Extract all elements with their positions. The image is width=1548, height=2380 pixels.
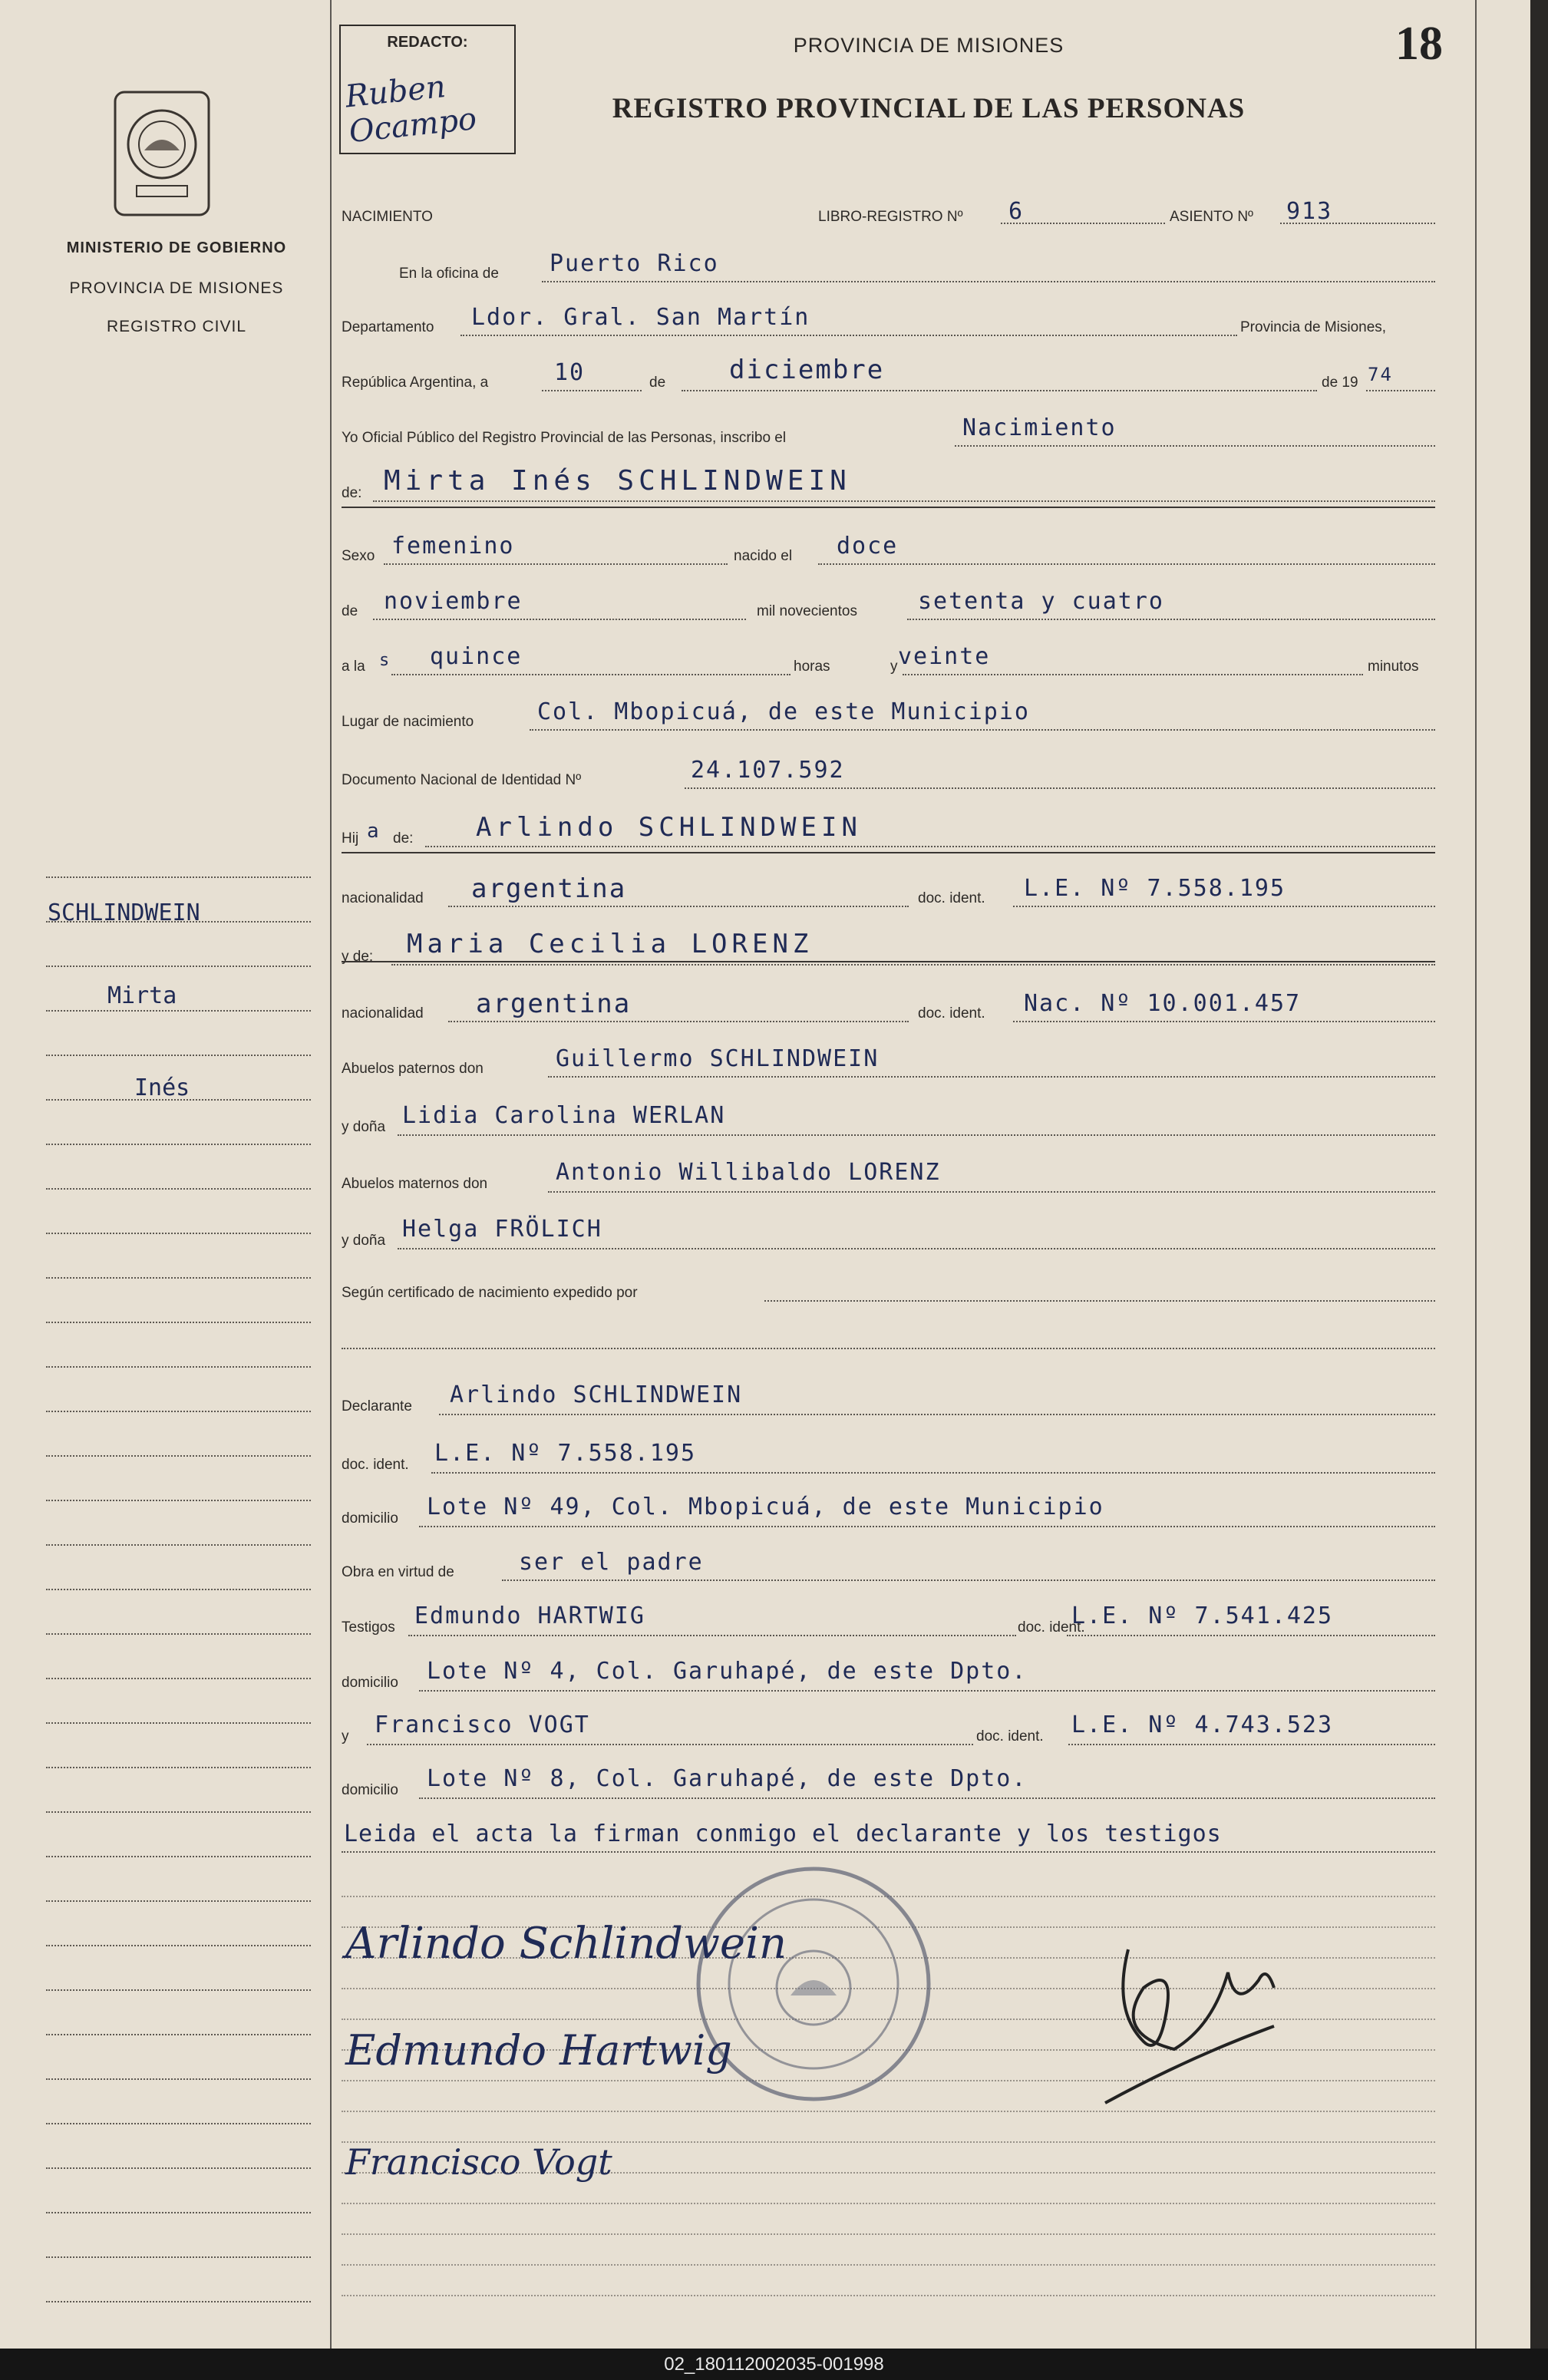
testigo2-value: Francisco VOGT	[375, 1712, 590, 1738]
y2-label: y	[342, 1728, 349, 1745]
madre-doc: Nac. Nº 10.001.457	[1024, 990, 1302, 1017]
dotted-line	[542, 390, 642, 391]
margin-line	[46, 2123, 311, 2124]
horas-value: quince	[430, 643, 523, 670]
padre-value: Arlindo SCHLINDWEIN	[476, 812, 862, 843]
republica-label: República Argentina, a	[342, 375, 489, 391]
dotted-line	[342, 1348, 1435, 1349]
dni-label: Documento Nacional de Identidad Nº	[342, 772, 582, 788]
dotted-line	[685, 787, 1435, 789]
madre-value: Maria Cecilia LORENZ	[407, 929, 814, 959]
mes-value: diciembre	[729, 355, 885, 385]
dotted-line	[425, 846, 1435, 847]
oficina-label: En la oficina de	[399, 266, 499, 282]
docident-label: doc. ident.	[918, 890, 985, 906]
dotted-line	[682, 390, 1317, 391]
margin-name1: Mirta	[107, 982, 177, 1009]
declarante-value: Arlindo SCHLINDWEIN	[450, 1381, 743, 1408]
ministry-label: MINISTERIO DE GOBIERNO	[66, 239, 287, 256]
redacto-label: REDACTO:	[387, 34, 468, 51]
dni-value: 24.107.592	[691, 757, 845, 784]
abpat2-value: Lidia Carolina WERLAN	[402, 1102, 726, 1129]
province-label: PROVINCIA DE MISIONES	[69, 279, 284, 297]
anio-value: 74	[1368, 364, 1393, 385]
abmat-label: Abuelos maternos don	[342, 1176, 488, 1192]
docident-label-3: doc. ident.	[342, 1457, 409, 1473]
segun-label: Según certificado de nacimiento expedido por	[342, 1285, 638, 1301]
abmat-value: Antonio Willibaldo LORENZ	[556, 1159, 941, 1186]
dotted-line	[903, 674, 1363, 675]
de-label: de	[649, 375, 666, 391]
dotted-line	[391, 674, 791, 675]
margin-line	[46, 966, 311, 967]
separator-line	[342, 507, 1435, 508]
margin-line	[46, 1233, 311, 1234]
domicilio-label-2: domicilio	[342, 1675, 398, 1691]
dotted-line	[502, 1580, 1435, 1581]
libro-value: 6	[1008, 198, 1025, 225]
testigo1-doc: L.E. Nº 7.541.425	[1071, 1603, 1334, 1629]
signature-rule	[342, 2295, 1435, 2296]
dotted-line	[1001, 223, 1165, 224]
docident-label-5: doc. ident.	[976, 1728, 1044, 1745]
margin-line	[46, 1900, 311, 1902]
dotted-line	[342, 1851, 1435, 1853]
dia-value: 10	[554, 359, 586, 386]
redacto-signature: Ruben Ocampo	[343, 68, 479, 150]
obra-label: Obra en virtud de	[342, 1564, 454, 1580]
margin-line	[46, 1055, 311, 1056]
departamento-label: Departamento	[342, 319, 434, 335]
lugar-label: Lugar de nacimiento	[342, 714, 474, 730]
signature-rule	[342, 2264, 1435, 2266]
signature-testigo1: Edmundo Hartwig	[345, 2026, 732, 2075]
docident-label-2: doc. ident.	[918, 1005, 985, 1022]
signature-testigo2: Francisco Vogt	[345, 2141, 612, 2183]
page-number: 18	[1395, 18, 1443, 70]
testigo1-dom: Lote Nº 4, Col. Garuhapé, de este Dpto.	[427, 1658, 1028, 1685]
separator-line	[342, 852, 1435, 853]
redacto-box	[339, 25, 516, 154]
abmat2-value: Helga FRÖLICH	[402, 1216, 602, 1243]
dotted-line	[384, 563, 728, 565]
margin-line	[46, 2078, 311, 2080]
margin-line	[46, 1722, 311, 1724]
mil-label: mil novecientos	[757, 603, 857, 619]
margin-line	[46, 876, 311, 878]
nacido-value: doce	[837, 533, 899, 560]
margin-line	[46, 1277, 311, 1279]
margin-line	[46, 2167, 311, 2169]
docident-label-4: doc. ident.	[1018, 1619, 1085, 1636]
margin-line	[46, 1633, 311, 1635]
dotted-line	[1013, 906, 1435, 907]
margin-line	[46, 1144, 311, 1145]
margin-line	[46, 1188, 311, 1190]
dotted-line	[818, 563, 1435, 565]
testigos-label: Testigos	[342, 1619, 395, 1636]
padre-nac: argentina	[471, 873, 627, 904]
dona-label: y doña	[342, 1119, 386, 1135]
official-signature-icon	[1097, 1919, 1297, 2111]
testigo2-doc: L.E. Nº 4.743.523	[1071, 1712, 1334, 1738]
margin-line	[46, 1767, 311, 1768]
dotted-line	[530, 729, 1435, 731]
nacido-label: nacido el	[734, 548, 793, 564]
hij-label: Hij	[342, 830, 359, 847]
dotted-line	[391, 964, 1435, 966]
minutos-label: minutos	[1368, 659, 1419, 675]
margin-line	[46, 2034, 311, 2035]
document-id: 02_180112002035-001998	[0, 2349, 1548, 2380]
margin-divider	[330, 0, 332, 2349]
mes-nac-value: noviembre	[384, 588, 523, 615]
margin-line	[46, 1010, 311, 1012]
margin-surname: SCHLINDWEIN	[48, 900, 200, 926]
registry-title: REGISTRO PROVINCIAL DE LAS PERSONAS	[612, 93, 1246, 124]
sexo-value: femenino	[391, 533, 515, 560]
asiento-value: 913	[1286, 198, 1333, 225]
dotted-line	[548, 1191, 1435, 1193]
dotted-line	[1366, 390, 1435, 391]
margin-line	[46, 2212, 311, 2213]
dotted-line	[431, 1472, 1435, 1474]
declarante-label: Declarante	[342, 1398, 412, 1414]
signature-rule	[342, 2233, 1435, 2235]
oficial-value: Nacimiento	[962, 414, 1117, 441]
margin-line	[46, 1366, 311, 1368]
signature-rule	[342, 2111, 1435, 2112]
leida-value: Leida el acta la firman conmigo el declarante y los testigos	[344, 1820, 1222, 1847]
margin-line	[46, 1544, 311, 1546]
margin-line	[46, 1322, 311, 1323]
dotted-line	[373, 500, 1435, 502]
margin-line	[46, 1989, 311, 1991]
signature-declarante: Arlindo Schlindwein	[345, 1919, 787, 1969]
de4-label: de:	[393, 830, 414, 847]
dotted-line	[1067, 1635, 1435, 1636]
anio-nac-value: setenta y cuatro	[918, 588, 1164, 615]
domicilio-label: domicilio	[342, 1510, 398, 1527]
provincial-seal-icon	[114, 91, 210, 216]
dotted-line	[1013, 1021, 1435, 1022]
sexo-label: Sexo	[342, 548, 375, 564]
dotted-line	[419, 1526, 1435, 1527]
provincia-label: Provincia de Misiones,	[1240, 319, 1387, 335]
page-edge	[1530, 0, 1548, 2349]
dotted-line	[1068, 1744, 1435, 1745]
lugar-value: Col. Mbopicuá, de este Municipio	[537, 698, 1030, 725]
dotted-line	[448, 1021, 909, 1022]
margin-line	[46, 1856, 311, 1857]
abpat-value: Guillermo SCHLINDWEIN	[556, 1045, 880, 1072]
dotted-line	[439, 1414, 1435, 1415]
margin-line	[46, 2301, 311, 2302]
alas-label: a la	[342, 659, 365, 675]
nac-label: nacionalidad	[342, 890, 424, 906]
dotted-line	[955, 445, 1435, 447]
asiento-label: ASIENTO Nº	[1170, 209, 1253, 225]
domicilio-label-3: domicilio	[342, 1782, 398, 1798]
registry-label: REGISTRO CIVIL	[106, 318, 247, 335]
yde-label: y de:	[342, 949, 374, 965]
testigo2-dom: Lote Nº 8, Col. Garuhapé, de este Dpto.	[427, 1765, 1028, 1792]
dona-label-2: y doña	[342, 1233, 386, 1249]
dotted-line	[460, 335, 1237, 336]
header-province: PROVINCIA DE MISIONES	[793, 34, 1064, 57]
testigo1-value: Edmundo HARTWIG	[414, 1603, 645, 1629]
dotted-line	[548, 1076, 1435, 1078]
margin-line	[46, 1589, 311, 1590]
dotted-line	[373, 619, 746, 620]
decl-dom-value: Lote Nº 49, Col. Mbopicuá, de este Municipio	[427, 1494, 1104, 1520]
dotted-line	[907, 619, 1435, 620]
dotted-line	[419, 1797, 1435, 1799]
dotted-line	[398, 1134, 1435, 1136]
hij-suffix: a	[367, 820, 381, 843]
dotted-line	[408, 1635, 1016, 1636]
oficial-label: Yo Oficial Público del Registro Provincial de las Personas, inscribo el	[342, 430, 787, 446]
alas-suffix: s	[379, 651, 391, 670]
padre-doc: L.E. Nº 7.558.195	[1024, 875, 1286, 902]
minutos-value: veinte	[898, 643, 991, 670]
margin-line	[46, 1678, 311, 1679]
anio-label: de 19	[1322, 375, 1358, 391]
dotted-line	[398, 1248, 1435, 1249]
margin-line	[46, 2256, 311, 2258]
de2-label: de:	[342, 485, 362, 501]
margin-line	[46, 1811, 311, 1813]
margin-name2: Inés	[134, 1074, 190, 1101]
dotted-line	[367, 1744, 973, 1745]
dotted-line	[419, 1690, 1435, 1692]
departamento-value: Ldor. Gral. San Martín	[471, 304, 810, 331]
horas-label: horas	[794, 659, 830, 675]
decl-doc-value: L.E. Nº 7.558.195	[434, 1440, 697, 1467]
type-label: NACIMIENTO	[342, 209, 433, 225]
dotted-line	[448, 906, 909, 907]
margin-line	[46, 1500, 311, 1501]
nombre-value: Mirta Inés SCHLINDWEIN	[384, 465, 851, 497]
margin-line	[46, 1945, 311, 1946]
de3-label: de	[342, 603, 358, 619]
y-label: y	[890, 659, 898, 675]
signature-rule	[342, 2203, 1435, 2204]
margin-line	[46, 1411, 311, 1412]
dotted-line	[764, 1300, 1435, 1302]
obra-value: ser el padre	[519, 1549, 704, 1576]
dotted-line	[542, 281, 1435, 282]
abpat-label: Abuelos paternos don	[342, 1061, 484, 1077]
nac-label-2: nacionalidad	[342, 1005, 424, 1022]
separator-line	[342, 961, 1435, 962]
madre-nac: argentina	[476, 989, 632, 1019]
right-border	[1475, 0, 1477, 2349]
libro-label: LIBRO-REGISTRO Nº	[818, 209, 963, 225]
oficina-value: Puerto Rico	[550, 250, 719, 277]
margin-line	[46, 1455, 311, 1457]
